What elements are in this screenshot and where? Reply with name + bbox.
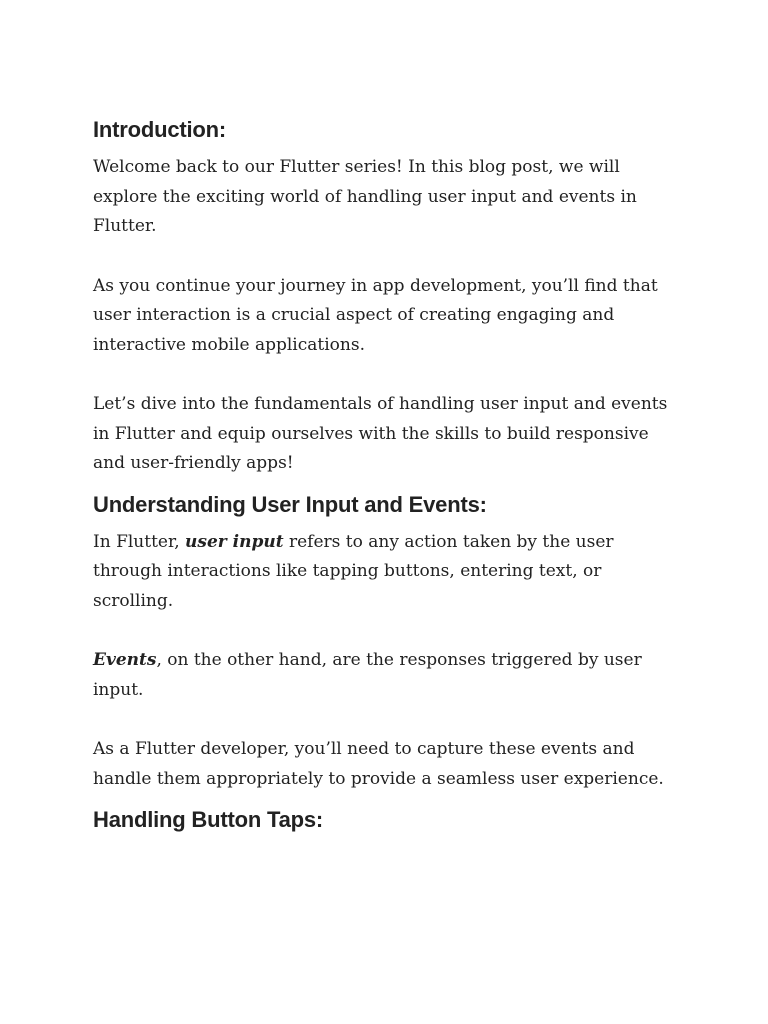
intro-paragraph-3: Let’s dive into the fundamentals of handling user input and events in Flutter and equip ourselves with the skills to build responsive and user-friendly apps! <box>93 394 668 473</box>
intro-paragraph-2: As you continue your journey in app development, you’ll find that user interaction is a crucial aspect of creating engaging and interactive mobile applications. <box>93 275 658 355</box>
events-rest-text: , on the other hand, are the responses triggered by user input. <box>93 650 642 700</box>
article-body <box>93 112 683 843</box>
heading-handling-button-taps: Handling Button Taps: <box>93 807 324 832</box>
user-input-rest-text: refers to any action taken by the user through interactions like tapping buttons, entering text, or scrolling. <box>93 531 614 611</box>
intro-paragraph-1: Welcome back to our Flutter series! In this blog post, we will explore the exciting world of handling user input and events in Flutter. <box>93 157 637 236</box>
user-input-lead-text: In Flutter, <box>93 531 186 552</box>
heading-introduction: Introduction: <box>93 117 227 142</box>
developer-paragraph: As a Flutter developer, you’ll need to capture these events and handle them appropriately to provide a seamless user experience. <box>93 739 664 789</box>
user-input-paragraph <box>93 528 683 617</box>
user-input-emphasis: user input <box>185 531 284 552</box>
heading-understanding-user-input: Understanding User Input and Events: <box>93 491 487 517</box>
events-paragraph <box>93 646 683 705</box>
events-emphasis: Events <box>93 650 157 670</box>
